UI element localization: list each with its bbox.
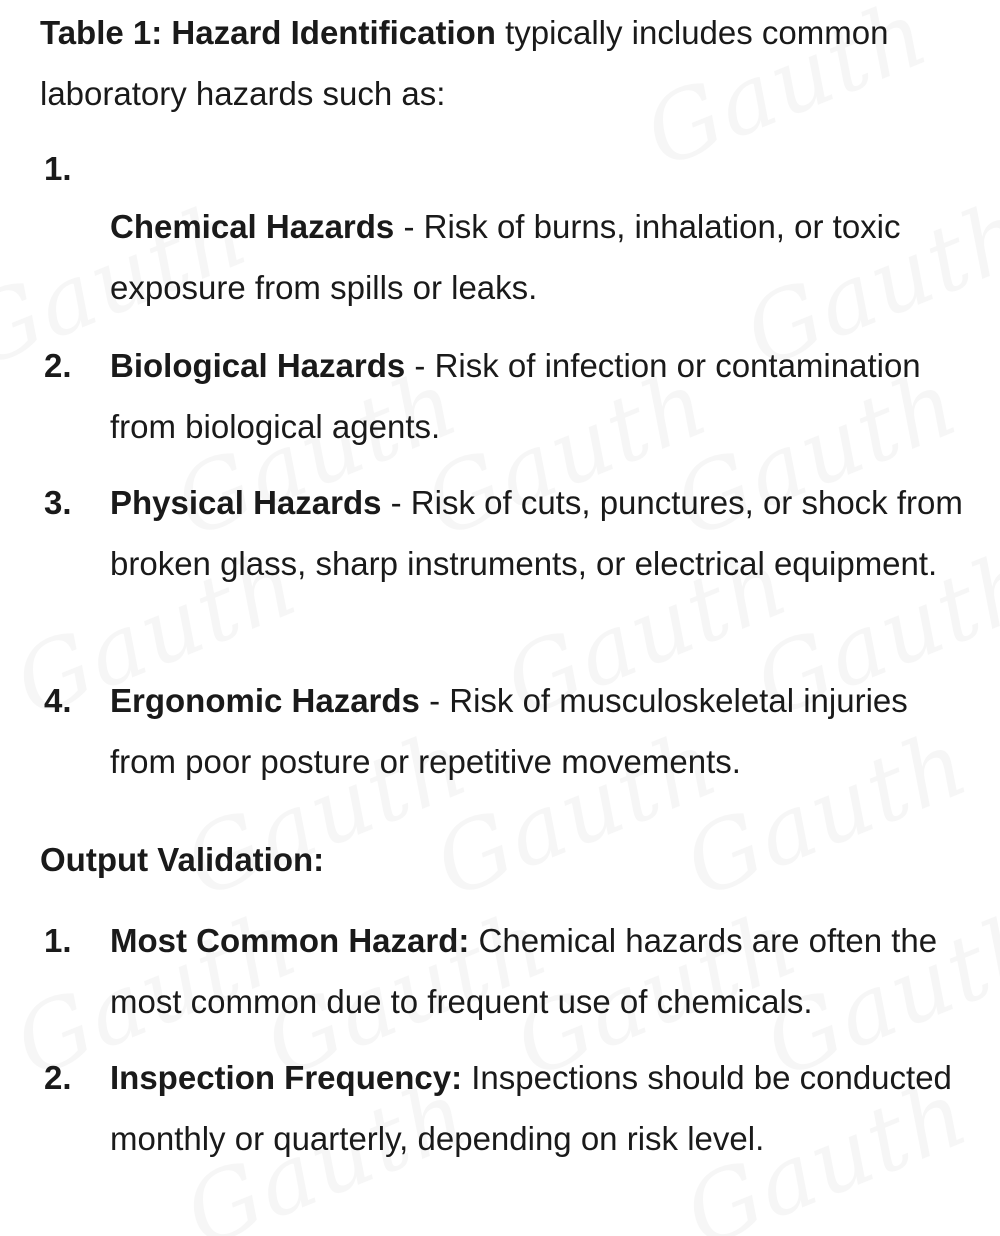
- list-number: 1.: [44, 150, 72, 187]
- hazard-title: Physical Hazards: [110, 484, 382, 521]
- intro-paragraph: [40, 2, 970, 124]
- list-item-text: [110, 196, 965, 318]
- list-number: 4.: [44, 682, 72, 719]
- hazard-description: - Risk of infection or contamination from biological agents.: [110, 347, 921, 445]
- list-item-text: [110, 1047, 965, 1169]
- validation-title: Most Common Hazard:: [110, 922, 470, 959]
- hazard-description: - Risk of musculoskeletal injuries from poor posture or repetitive movements.: [110, 682, 908, 780]
- hazard-title: Chemical Hazards: [110, 208, 395, 245]
- intro-text: typically includes common laboratory hazards such as:: [40, 14, 889, 112]
- intro-bold-title: Table 1: Hazard Identification: [40, 14, 496, 51]
- list-item-text: [110, 472, 965, 594]
- validation-description: Inspections should be conducted monthly or quarterly, depending on risk level.: [110, 1059, 952, 1157]
- list-item-text: [110, 335, 965, 457]
- hazard-title: Ergonomic Hazards: [110, 682, 420, 719]
- list-number: 2.: [44, 347, 72, 384]
- validation-description: Chemical hazards are often the most common due to frequent use of chemicals.: [110, 922, 938, 1020]
- section-heading-output-validation: Output Validation:: [40, 841, 325, 878]
- list-number: 2.: [44, 1059, 72, 1096]
- list-item-text: [110, 910, 965, 1032]
- list-number: 3.: [44, 484, 72, 521]
- validation-title: Inspection Frequency:: [110, 1059, 463, 1096]
- hazard-title: Biological Hazards: [110, 347, 406, 384]
- hazard-description: - Risk of cuts, punctures, or shock from broken glass, sharp instruments, or electrical equipment.: [110, 484, 963, 582]
- hazard-description: - Risk of burns, inhalation, or toxic exposure from spills or leaks.: [110, 208, 901, 306]
- list-item-text: [110, 670, 965, 792]
- list-number: 1.: [44, 922, 72, 959]
